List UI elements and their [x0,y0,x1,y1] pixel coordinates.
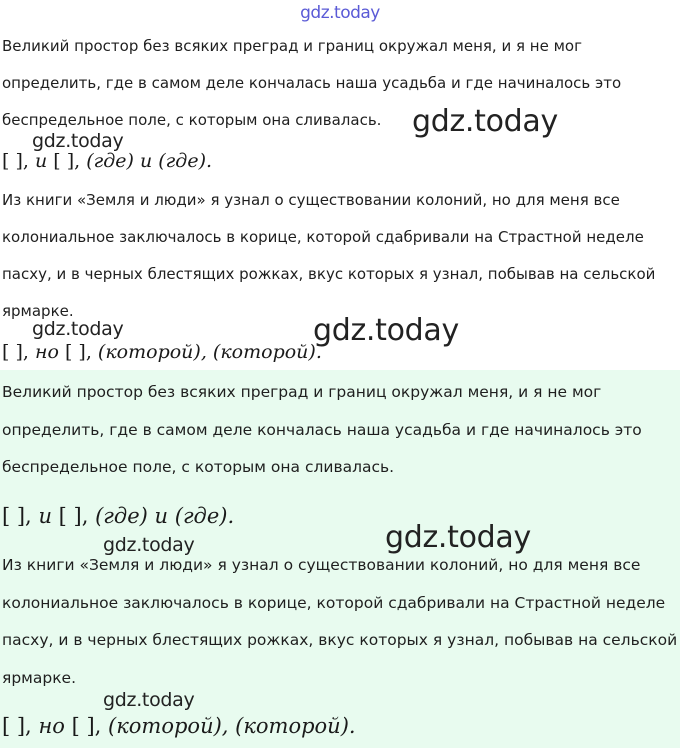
watermark: gdz.today [313,313,459,348]
conjunction: и [34,150,48,172]
conjunction: и [38,504,52,528]
watermark: gdz.today [412,104,558,139]
clause: (где) [86,150,134,172]
paragraph-3: Великий простор без всяких преград и границ окружал меня, и я не мог определить, где в самом деле кончалась наша усадьба и где начиналось это беспредельное поле, с которым она сливалась. [2,383,642,476]
paragraph-1: Великий простор без всяких преград и границ окружал меня, и я не мог определить, где в самом деле кончалась наша усадьба и где начиналось это беспредельное поле, с которым она сливалась. [2,37,622,129]
brackets: [ ], [53,150,81,172]
clause: (где) [95,504,148,528]
brackets: [ ], [2,150,29,172]
formula-3 [2,504,234,528]
formula-4 [2,714,356,738]
brackets: [ ], [2,714,32,738]
clause: (которой). [235,714,356,738]
formula-2 [2,341,322,363]
brackets: [ ], [71,714,102,738]
watermark: gdz.today [32,318,124,340]
conjunction: но [34,341,59,363]
brackets: [ ], [2,504,32,528]
clause: (где). [174,504,235,528]
brackets: [ ], [64,341,92,363]
clause: (которой). [212,341,322,363]
clause: (которой), [97,341,207,363]
watermark: gdz.today [32,130,124,152]
clause: (где). [158,150,213,172]
brackets: [ ], [2,341,29,363]
watermark: gdz.today [385,520,531,555]
watermark: gdz.today [103,534,195,556]
formula-1 [2,150,212,172]
brackets: [ ], [58,504,89,528]
watermark: gdz.today [103,689,195,711]
paragraph-2: Из книги «Земля и люди» я узнал о существовании колоний, но для меня все колониальное заключалось в корице, которой сдабривали на Страстной неделе пасху, и в черных блестящих рожках, вкус которых я узнал, побывав на сельской ярмарке. [2,191,656,320]
clause: (которой), [108,714,229,738]
paragraph-4: Из книги «Земля и люди» я узнал о существовании колоний, но для меня все колониальное заключалось в корице, которой сдабривали на Страстной неделе пасху, и в черных блестящих рожках, вкус которых я узнал, побывав на сельской ярмарке. [2,556,678,687]
watermark-top: gdz.today [300,3,380,23]
conjunction: и [154,504,169,528]
conjunction: но [38,714,65,738]
conjunction: и [139,150,153,172]
